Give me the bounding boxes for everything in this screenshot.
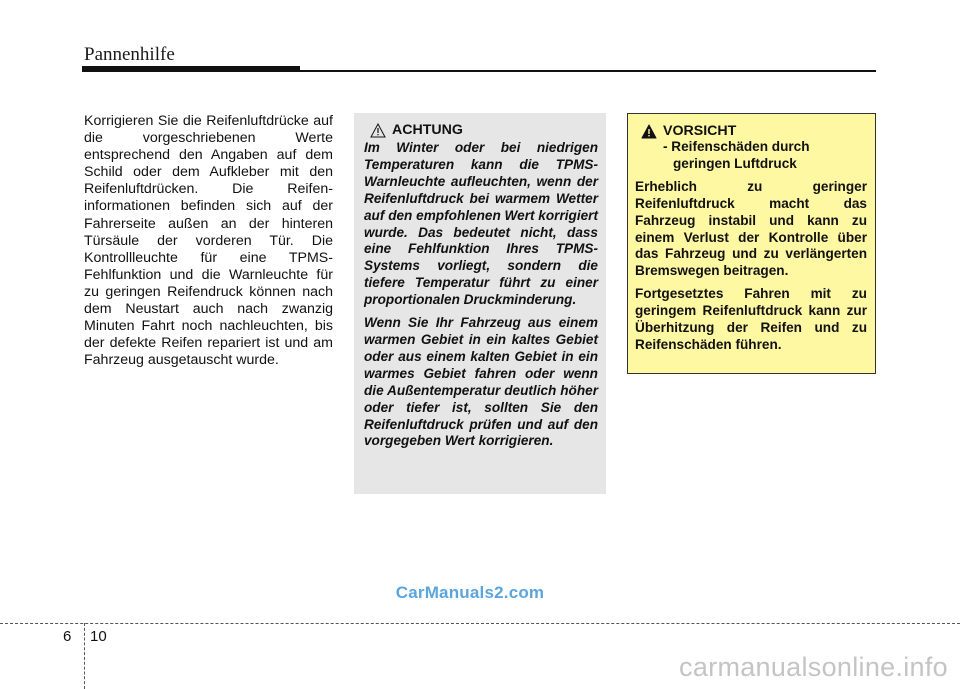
vorsicht-paragraph: Fortgesetztes Fahren mit zu geringem Reifenluftdruck kann zur Überhitzung der Reifen und zu Reifenschäden führen. [635,286,867,352]
vorsicht-title: VORSICHT [663,123,737,139]
warning-filled-icon [641,124,657,139]
header-rule-thin [300,70,876,72]
header-rule-thick [82,66,300,72]
vorsicht-subtitle: - Reifenschäden durch geringen Luftdruck [663,139,810,171]
achtung-paragraph: Wenn Sie Ihr Fahrzeug aus einem warmen Gebiet in ein kaltes Gebiet oder aus einem kalten Gebiet in ein warmes Gebiet fahren oder wenn die Außentemperatur deutlich höher oder tiefer ist, sollten Sie den Reifenluftdruck prüfen und auf den vorgegeben Wert korrigieren. [364,315,598,449]
warning-outline-icon [370,123,386,138]
page-number: 10 [90,628,107,645]
footer-divider [0,623,960,624]
watermark-bottom[interactable]: carmanualsonline.info [679,652,948,682]
achtung-box [354,113,606,494]
vorsicht-paragraph: Erheblich zu geringer Reifenluftdruck macht das Fahrzeug instabil und kann zu einem Verlust der Kontrolle über das Fahrzeug und zu verlängerten Bremswegen beitragen. [635,178,867,279]
watermark-center[interactable]: CarManuals2.com [395,583,545,602]
achtung-title: ACHTUNG [392,122,463,138]
page-header-title: Pannenhilfe [84,44,175,65]
vorsicht-box [627,113,876,374]
body-text: Korrigieren Sie die Reifenluftdrücke auf die vorgeschriebenen Werte entsprechend den Angaben auf dem Schild oder dem Aufkleber mit den Reifenluftdrücken. Die Reifen-informationen befinden sich auf der Fahrerseite außen an der hinteren Türsäule der vorderen Tür. Die Kontrollleuchte für eine TPMS-Fehlfunktion und die Warnleuchte für zu geringen Reifendruck können nach dem Neustart auch nach zwanzig Minuten Fahrt noch nachleuchten, bis der defekte Reifen repariert ist und am Fahrzeug ausgetauscht wurde. [84,113,333,369]
chapter-number: 6 [63,628,72,645]
achtung-paragraph: Im Winter oder bei niedrigen Temperaturen kann die TPMS-Warnleuchte aufleuchten, wenn der Reifenluftdruck bei warmem Wetter auf den empfohlenen Wert korrigiert wurde. Das bedeutet nicht, dass eine Fehlfunktion Ihres TPMS-Systems vorliegt, sondern die tiefere Temperatur führt zu einer proportionalen Druckminderung. [364,140,598,308]
footer-vertical-divider [84,623,85,689]
achtung-heading [370,122,598,138]
vorsicht-heading [641,123,867,139]
